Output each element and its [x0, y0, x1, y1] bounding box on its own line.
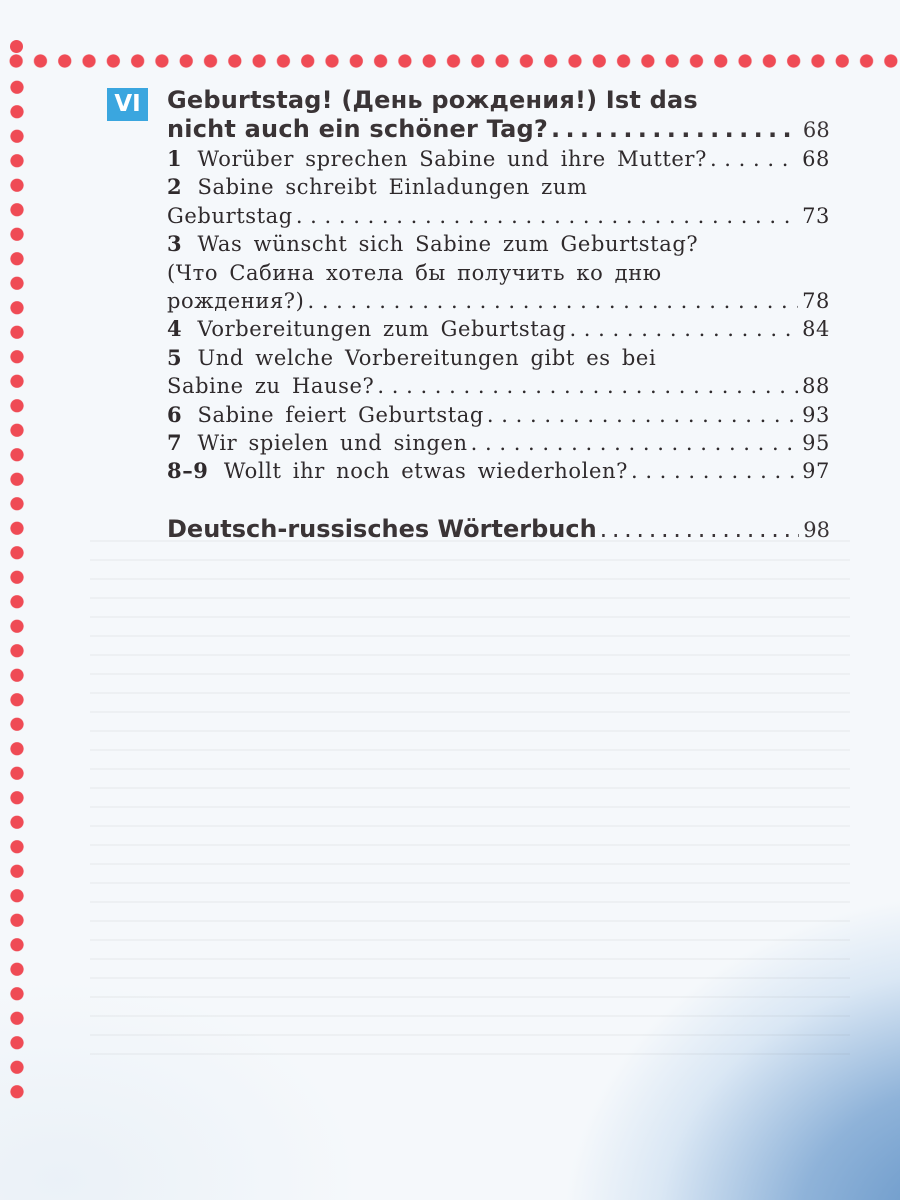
entry-line — [167, 259, 830, 287]
left-dot-border — [8, 75, 26, 1105]
entry-title-text: Geburtstag — [167, 203, 293, 228]
entry-number: 2 — [167, 174, 183, 200]
entry-number: 3 — [167, 231, 183, 257]
entry-line — [167, 173, 830, 201]
page-number: 68 — [802, 147, 830, 171]
dot-leader — [296, 202, 798, 230]
top-dot-border — [0, 52, 900, 70]
page-number: 98 — [803, 517, 830, 542]
entry-last-line — [167, 145, 830, 173]
entry-last-line — [167, 429, 830, 457]
entry-title-text: Vorbereitungen zum Geburtstag — [197, 317, 567, 342]
toc-entry — [167, 401, 830, 429]
dot-leader — [631, 457, 798, 485]
toc-entry — [167, 315, 830, 343]
dictionary-title: Deutsch-russisches Wörterbuch — [167, 514, 597, 543]
entry-last-line — [167, 372, 830, 400]
page-number: 73 — [802, 203, 830, 228]
entry-number: 8–9 — [167, 458, 209, 484]
entry-number: 7 — [167, 430, 183, 456]
entry-title-text: Worüber sprechen Sabine und ihre Mutter? — [197, 147, 707, 171]
dot-leader — [377, 372, 798, 400]
chapter-title-line-1: Geburtstag! (День рождения!) Ist das — [167, 86, 698, 114]
entry-title-text: рождения?) — [167, 289, 305, 314]
chapter-number-badge: VI — [107, 88, 148, 121]
entry-last-line — [167, 457, 830, 485]
page-number: 93 — [802, 402, 830, 427]
entry-title-text: (Что Сабина хотела бы получить ко дню — [167, 260, 662, 285]
dot-leader — [487, 401, 798, 429]
entry-text — [167, 175, 587, 199]
entry-text — [167, 401, 484, 429]
chapter-title-line-2: nicht auch ein schöner Tag? — [167, 115, 548, 143]
entry-title-text: Sabine feiert Geburtstag — [197, 402, 484, 427]
dot-leader — [569, 315, 798, 343]
page-number: 68 — [802, 118, 830, 142]
chapter-heading — [167, 86, 830, 145]
dot-leader — [600, 514, 800, 544]
entry-number: 1 — [167, 146, 183, 171]
page-number: 84 — [802, 317, 830, 342]
table-of-contents — [167, 86, 830, 545]
entry-text — [167, 202, 293, 230]
entry-title-text: Sabine zu Hause? — [167, 374, 375, 399]
page-number: 88 — [802, 374, 830, 399]
entry-last-line — [167, 401, 830, 429]
page-number: 95 — [802, 431, 830, 456]
page-number: 97 — [802, 459, 830, 484]
dot-leader — [710, 145, 798, 173]
entry-title-text: Was wünscht sich Sabine zum Geburtstag? — [197, 232, 699, 257]
toc-entry — [167, 173, 830, 230]
entry-line — [167, 344, 830, 372]
toc-entry — [167, 429, 830, 457]
chapter-title-row — [167, 115, 830, 145]
dictionary-entry — [167, 514, 830, 545]
entry-text — [167, 287, 304, 315]
entry-title-text: Sabine schreibt Einladungen zum — [197, 175, 588, 200]
entry-last-line — [167, 202, 830, 230]
entry-last-line — [167, 287, 830, 315]
dot-leader — [307, 287, 798, 315]
toc-entry — [167, 457, 830, 485]
entry-last-line — [167, 315, 830, 343]
entry-line — [167, 230, 830, 258]
entry-text — [167, 372, 374, 400]
entry-number: 5 — [167, 344, 183, 370]
entry-text — [167, 145, 707, 173]
dot-leader — [551, 115, 799, 144]
dot-leader — [471, 429, 798, 457]
entry-title-text: Wir spielen und singen — [197, 431, 468, 456]
entry-title-text: Wollt ihr noch etwas wiederholen? — [223, 459, 628, 484]
entry-list — [167, 145, 830, 486]
entry-text — [167, 346, 656, 370]
toc-entry — [167, 344, 830, 401]
entry-text — [167, 232, 698, 256]
entry-text — [167, 261, 662, 285]
entry-title-text: Und welche Vorbereitungen gibt es bei — [197, 345, 657, 370]
toc-entry — [167, 230, 830, 315]
show-through-text — [90, 540, 850, 1060]
toc-entry — [167, 145, 830, 173]
entry-text — [167, 429, 468, 457]
entry-number: 6 — [167, 401, 183, 427]
entry-text — [167, 457, 628, 485]
page-number: 78 — [802, 289, 830, 314]
corner-dot — [10, 40, 23, 53]
entry-text — [167, 315, 566, 343]
entry-number: 4 — [167, 316, 183, 342]
